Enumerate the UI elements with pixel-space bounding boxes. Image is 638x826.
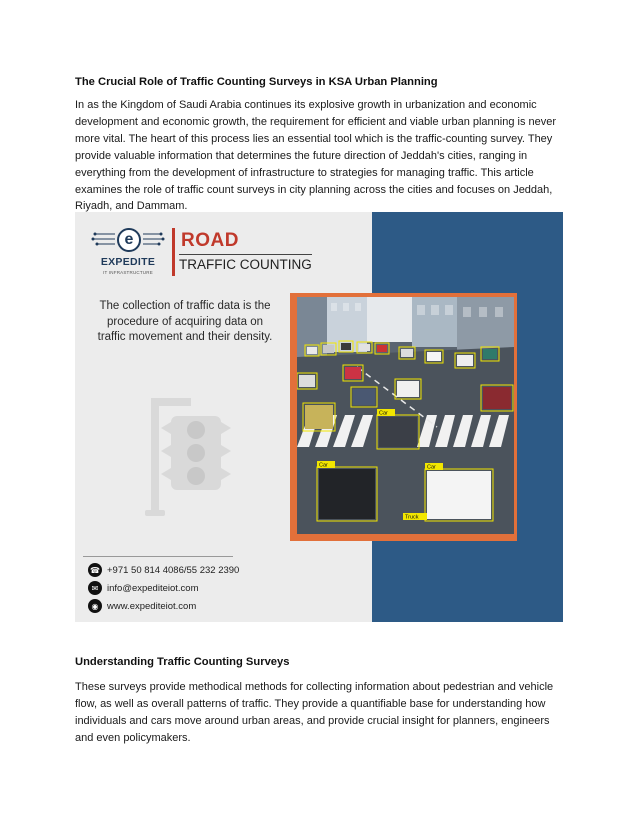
contact-phone [88, 562, 239, 578]
traffic-light-icon [141, 398, 231, 528]
article-title: The Crucial Role of Traffic Counting Surveys in KSA Urban Planning [75, 76, 438, 88]
logo-e-mark: e [117, 228, 141, 252]
globe-icon: ◉ [88, 599, 102, 613]
intro-paragraph: In as the Kingdom of Saudi Arabia continues its explosive growth in urbanization and economic development and economic growth, the requirement for efficient and viable urban planning is never more vital. The heart of this process lies an essential tool which is the traffic-counting survey. They provide valuable information that determines the future direction of Jeddah's cities, ranging in everything from the development of infrastructure to strategies for managing traffic. This article examines the role of traffic count surveys in city planning across the cities and focuses on Jeddah, Riyadh, and Dammam. [75, 99, 557, 213]
car-label: Car [427, 464, 436, 471]
car-label: Car [379, 410, 388, 417]
headline-road: ROAD [181, 230, 239, 251]
logo-name: EXPEDITE [100, 256, 156, 268]
headline-divider [172, 228, 175, 276]
contact-website [88, 598, 196, 614]
traffic-detection-photo [297, 297, 514, 534]
logo-tagline: IT INFRASTRUCTURE [103, 270, 153, 275]
traffic-scene-illustration [297, 297, 514, 534]
website-text: www.expediteiot.com [107, 600, 197, 612]
contact-email [88, 580, 199, 596]
section-paragraph: These surveys provide methodical methods for collecting information about pedestrian and vehicle flow, as well as overall patterns of traffic. They provide a quantifiable base for understanding how individuals and cars move around urban areas, and provide crucial insight for planners, engineers and even policymakers. [75, 681, 554, 744]
truck-label: Truck [405, 514, 419, 521]
car-label: Car [319, 462, 328, 469]
expedite-logo [91, 226, 165, 280]
email-text: info@expediteiot.com [107, 582, 199, 594]
section-title: Understanding Traffic Counting Surveys [75, 656, 290, 668]
contact-divider [83, 556, 233, 557]
banner-description: The collection of traffic data is the procedure of acquiring data on traffic movement and their density. [97, 300, 273, 343]
phone-text: +971 50 814 4086/55 232 2390 [107, 564, 240, 576]
email-icon: ✉ [88, 581, 102, 595]
headline-traffic-counting: TRAFFIC COUNTING [179, 254, 312, 272]
road-traffic-counting-banner [75, 212, 563, 622]
phone-icon: ☎ [88, 563, 102, 577]
